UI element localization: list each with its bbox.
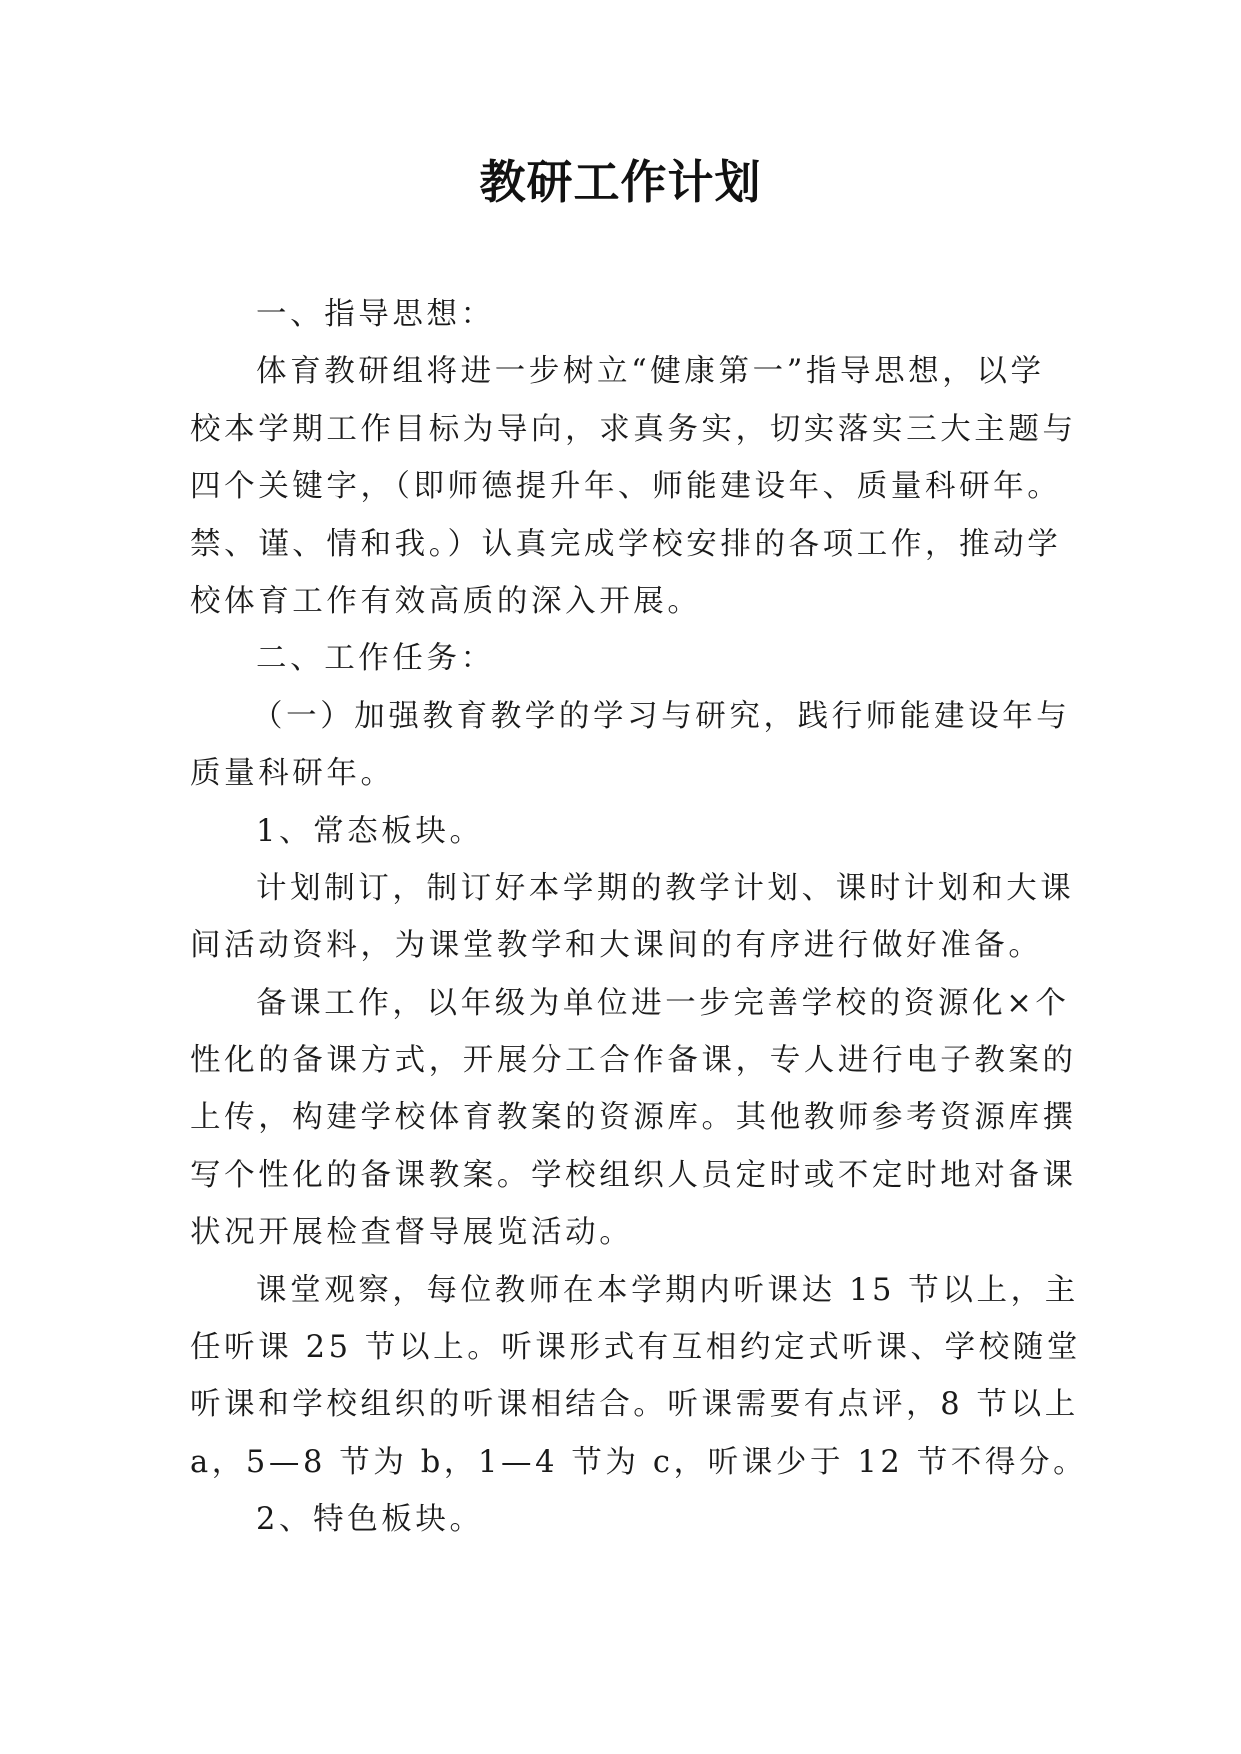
paragraph-line: 校体育工作有效高质的深入开展。 (190, 583, 702, 619)
paragraph-line: 禁、谨、情和我。）认真完成学校安排的各项工作，推动学 (190, 526, 1062, 562)
paragraph-line: 四个关键字，（即师德提升年、师能建设年、质量科研年。 (190, 469, 1062, 505)
paragraph-line: 听课和学校组织的听课相结合。听课需要有点评，8 节以上 (190, 1387, 1079, 1423)
paragraph-line: 上传，构建学校体育教案的资源库。其他教师参考资源库撰 (190, 1100, 1077, 1136)
subsection-heading: （一）加强教育教学的学习与研究，践行师能建设年与 (252, 698, 1071, 734)
paragraph-line: 质量科研年。 (190, 756, 395, 792)
paragraph-line: 备课工作，以年级为单位进一步完善学校的资源化×个 (256, 985, 1070, 1021)
document-body (190, 286, 1088, 1549)
paragraph-line: 任听课 25 节以上。听课形式有互相约定式听课、学校随堂 (190, 1330, 1081, 1366)
paragraph-line: a，5—8 节为 b，1—4 节为 c，听课少于 12 节不得分。 (190, 1444, 1088, 1480)
section-heading-guiding-ideology: 一、指导思想： (256, 297, 495, 332)
paragraph-line: 体育教研组将进一步树立“健康第一”指导思想，以学 (256, 354, 1045, 390)
paragraph-line: 状况开展检查督导展览活动。 (190, 1215, 634, 1251)
item-heading-featured: 2、特色板块。 (256, 1502, 484, 1538)
paragraph-line: 写个性化的备课教案。学校组织人员定时或不定时地对备课 (190, 1157, 1077, 1193)
paragraph-line: 校本学期工作目标为导向，求真务实，切实落实三大主题与 (190, 411, 1077, 447)
paragraph-line: 性化的备课方式，开展分工合作备课，专人进行电子教案的 (190, 1043, 1077, 1079)
paragraph-line: 计划制订，制订好本学期的教学计划、课时计划和大课 (256, 870, 1075, 906)
section-heading-work-tasks: 二、工作任务： (256, 641, 495, 677)
document-title: 教研工作计划 (479, 155, 762, 209)
paragraph-line: 间活动资料，为课堂教学和大课间的有序进行做好准备。 (190, 928, 1043, 964)
paragraph-line: 课堂观察，每位教师在本学期内听课达 15 节以上，主 (256, 1272, 1079, 1308)
item-heading-routine: 1、常态板块。 (256, 813, 484, 849)
